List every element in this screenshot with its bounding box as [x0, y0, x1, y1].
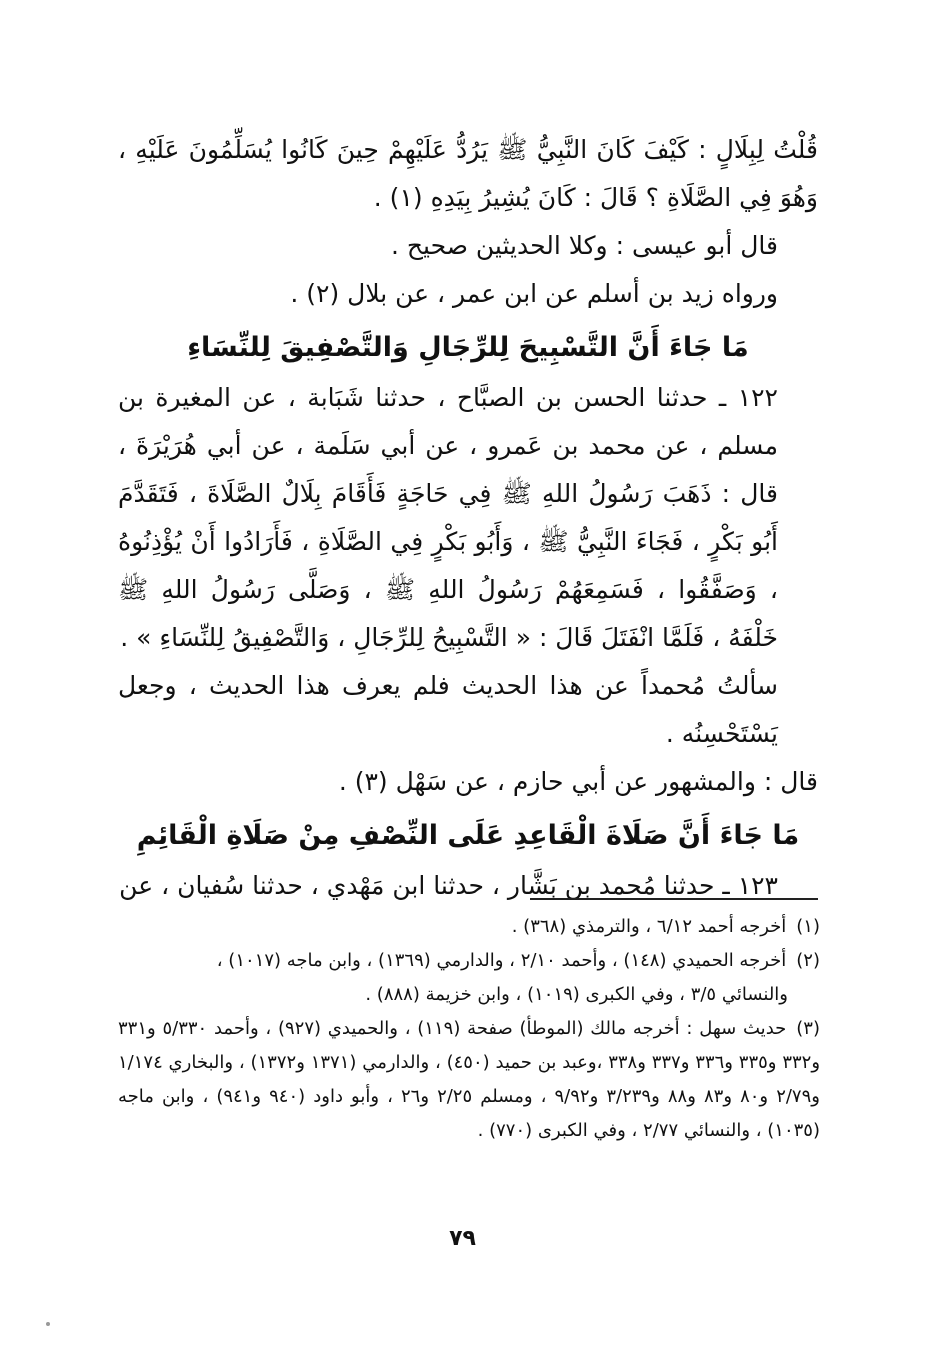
footnote-1 — [118, 910, 820, 944]
hadith-123-start: ١٢٣ ـ حدثنا مُحمد بن بَشَّار ، حدثنا ابن مَهْدي ، حدثنا سُفيان ، عن — [119, 871, 778, 900]
footnote-number: (٢) — [796, 950, 820, 971]
footnote-number: (٣) — [796, 1018, 820, 1039]
footnote-2-continuation: والنسائي ٣/٥ ، وفي الكبرى (١٠١٩) ، وابن خزيمة (٨٨٨) . — [365, 984, 788, 1005]
footnote-text: أخرجه الحميدي (١٤٨) ، وأحمد ٢/١٠ ، والدارمي (١٣٦٩) ، وابن ماجه (١٠١٧) ، — [216, 950, 787, 971]
footnotes — [118, 910, 820, 1148]
footnote-text: حديث سهل : أخرجه مالك (الموطأ) صفحة (١١٩) ، والحميدي (٩٢٧) ، وأحمد ٥/٣٣٠ و٣٣١ و٣٣٢ و٣٣٥ و٣٣٦ و٣٣٧ و٣٣٨ ،وعبد بن حميد (٤٥٠) ، والدارمي (١٣٧١ و١٣٧٢) ، والبخاري ١/١٧٤ و٢/٧٩ و٨٠ و٨٣ و٨٨ و٣/٢٣٩ و٩/٩٢ ، ومسلم ٢/٢٥ و٢٦ ، وأبو داود (٩٤٠ و٩٤١) ، وابن ماجه (١٠٣٥) ، والنسائي ٢/٧٧ ، وفي الكبرى (٧٧٠) . — [118, 1018, 821, 1141]
paragraph-abu-hazim: قال : والمشهور عن أبي حازم ، عن سَهْل (٣) . — [338, 767, 818, 796]
section-heading-seated-prayer: مَا جَاءَ أَنَّ صَلَاةَ الْقَاعِدِ عَلَى النِّصْفِ مِنْ صَلَاةِ الْقَائِمِ — [136, 820, 800, 851]
paragraph-zayd-narration: ورواه زيد بن أسلم عن ابن عمر ، عن بلال (٢) . — [290, 279, 778, 308]
section-heading-tasbih: مَا جَاءَ أَنَّ التَّسْبِيحَ لِلرِّجَالِ وَالتَّصْفِيقَ لِلنِّسَاءِ — [187, 332, 749, 363]
paragraph-bilal-question: قُلْتُ لِبِلَالٍ : كَيْفَ كَانَ النَّبِيُّ ﷺ يَرُدُّ عَلَيْهِمْ حِينَ كَانُوا يُسَلِّمُونَ عَلَيْهِ ، وَهُوَ فِي الصَّلَاةِ ؟ قَالَ : كَانَ يُشِيرُ بِيَدِهِ (١) . — [118, 135, 818, 212]
scan-speck — [46, 1322, 50, 1326]
footnote-text: أخرجه أحمد ٦/١٢ ، والترمذي (٣٦٨) . — [511, 916, 787, 937]
footnote-2 — [118, 944, 820, 978]
paragraph-abu-isa-note: قال أبو عيسى : وكلا الحديثين صحيح . — [391, 231, 778, 260]
footnote-divider — [530, 898, 818, 900]
main-text — [118, 126, 818, 910]
page-number: ٧٩ — [449, 1226, 476, 1251]
footnote-3 — [118, 1012, 820, 1148]
paragraph-asked-muhammad: سألتُ مُحمداً عن هذا الحديث فلم يعرف هذا الحديث ، وجعل يَسْتَحْسِنُه . — [118, 671, 778, 748]
hadith-122: ١٢٢ ـ حدثنا الحسن بن الصبَّاح ، حدثنا شَبَابة ، عن المغيرة بن مسلم ، عن محمد بن عَمرو ، عن أبي سَلَمة ، عن أبي هُرَيْرَةَ ، قال : ذَهَبَ رَسُولُ اللهِ ﷺ فِي حَاجَةٍ فَأَقَامَ بِلَالٌ الصَّلَاةَ ، فَتَقَدَّمَ أَبُو بَكْرٍ ، فَجَاءَ النَّبِيُّ ﷺ ، وَأَبُو بَكْرٍ فِي الصَّلَاةِ ، فَأَرَادُوا أَنْ يُؤْذِنُوهُ ، وَصَفَّقُوا ، فَسَمِعَهُمْ رَسُولُ اللهِ ﷺ ، وَصَلَّى رَسُولُ اللهِ ﷺ خَلْفَهُ ، فَلَمَّا انْفَتَلَ قَالَ : « التَّسْبِيحُ لِلرِّجَالِ ، وَالتَّصْفِيقُ لِلنِّسَاءِ » . — [118, 383, 778, 652]
footnote-number: (١) — [796, 916, 820, 937]
